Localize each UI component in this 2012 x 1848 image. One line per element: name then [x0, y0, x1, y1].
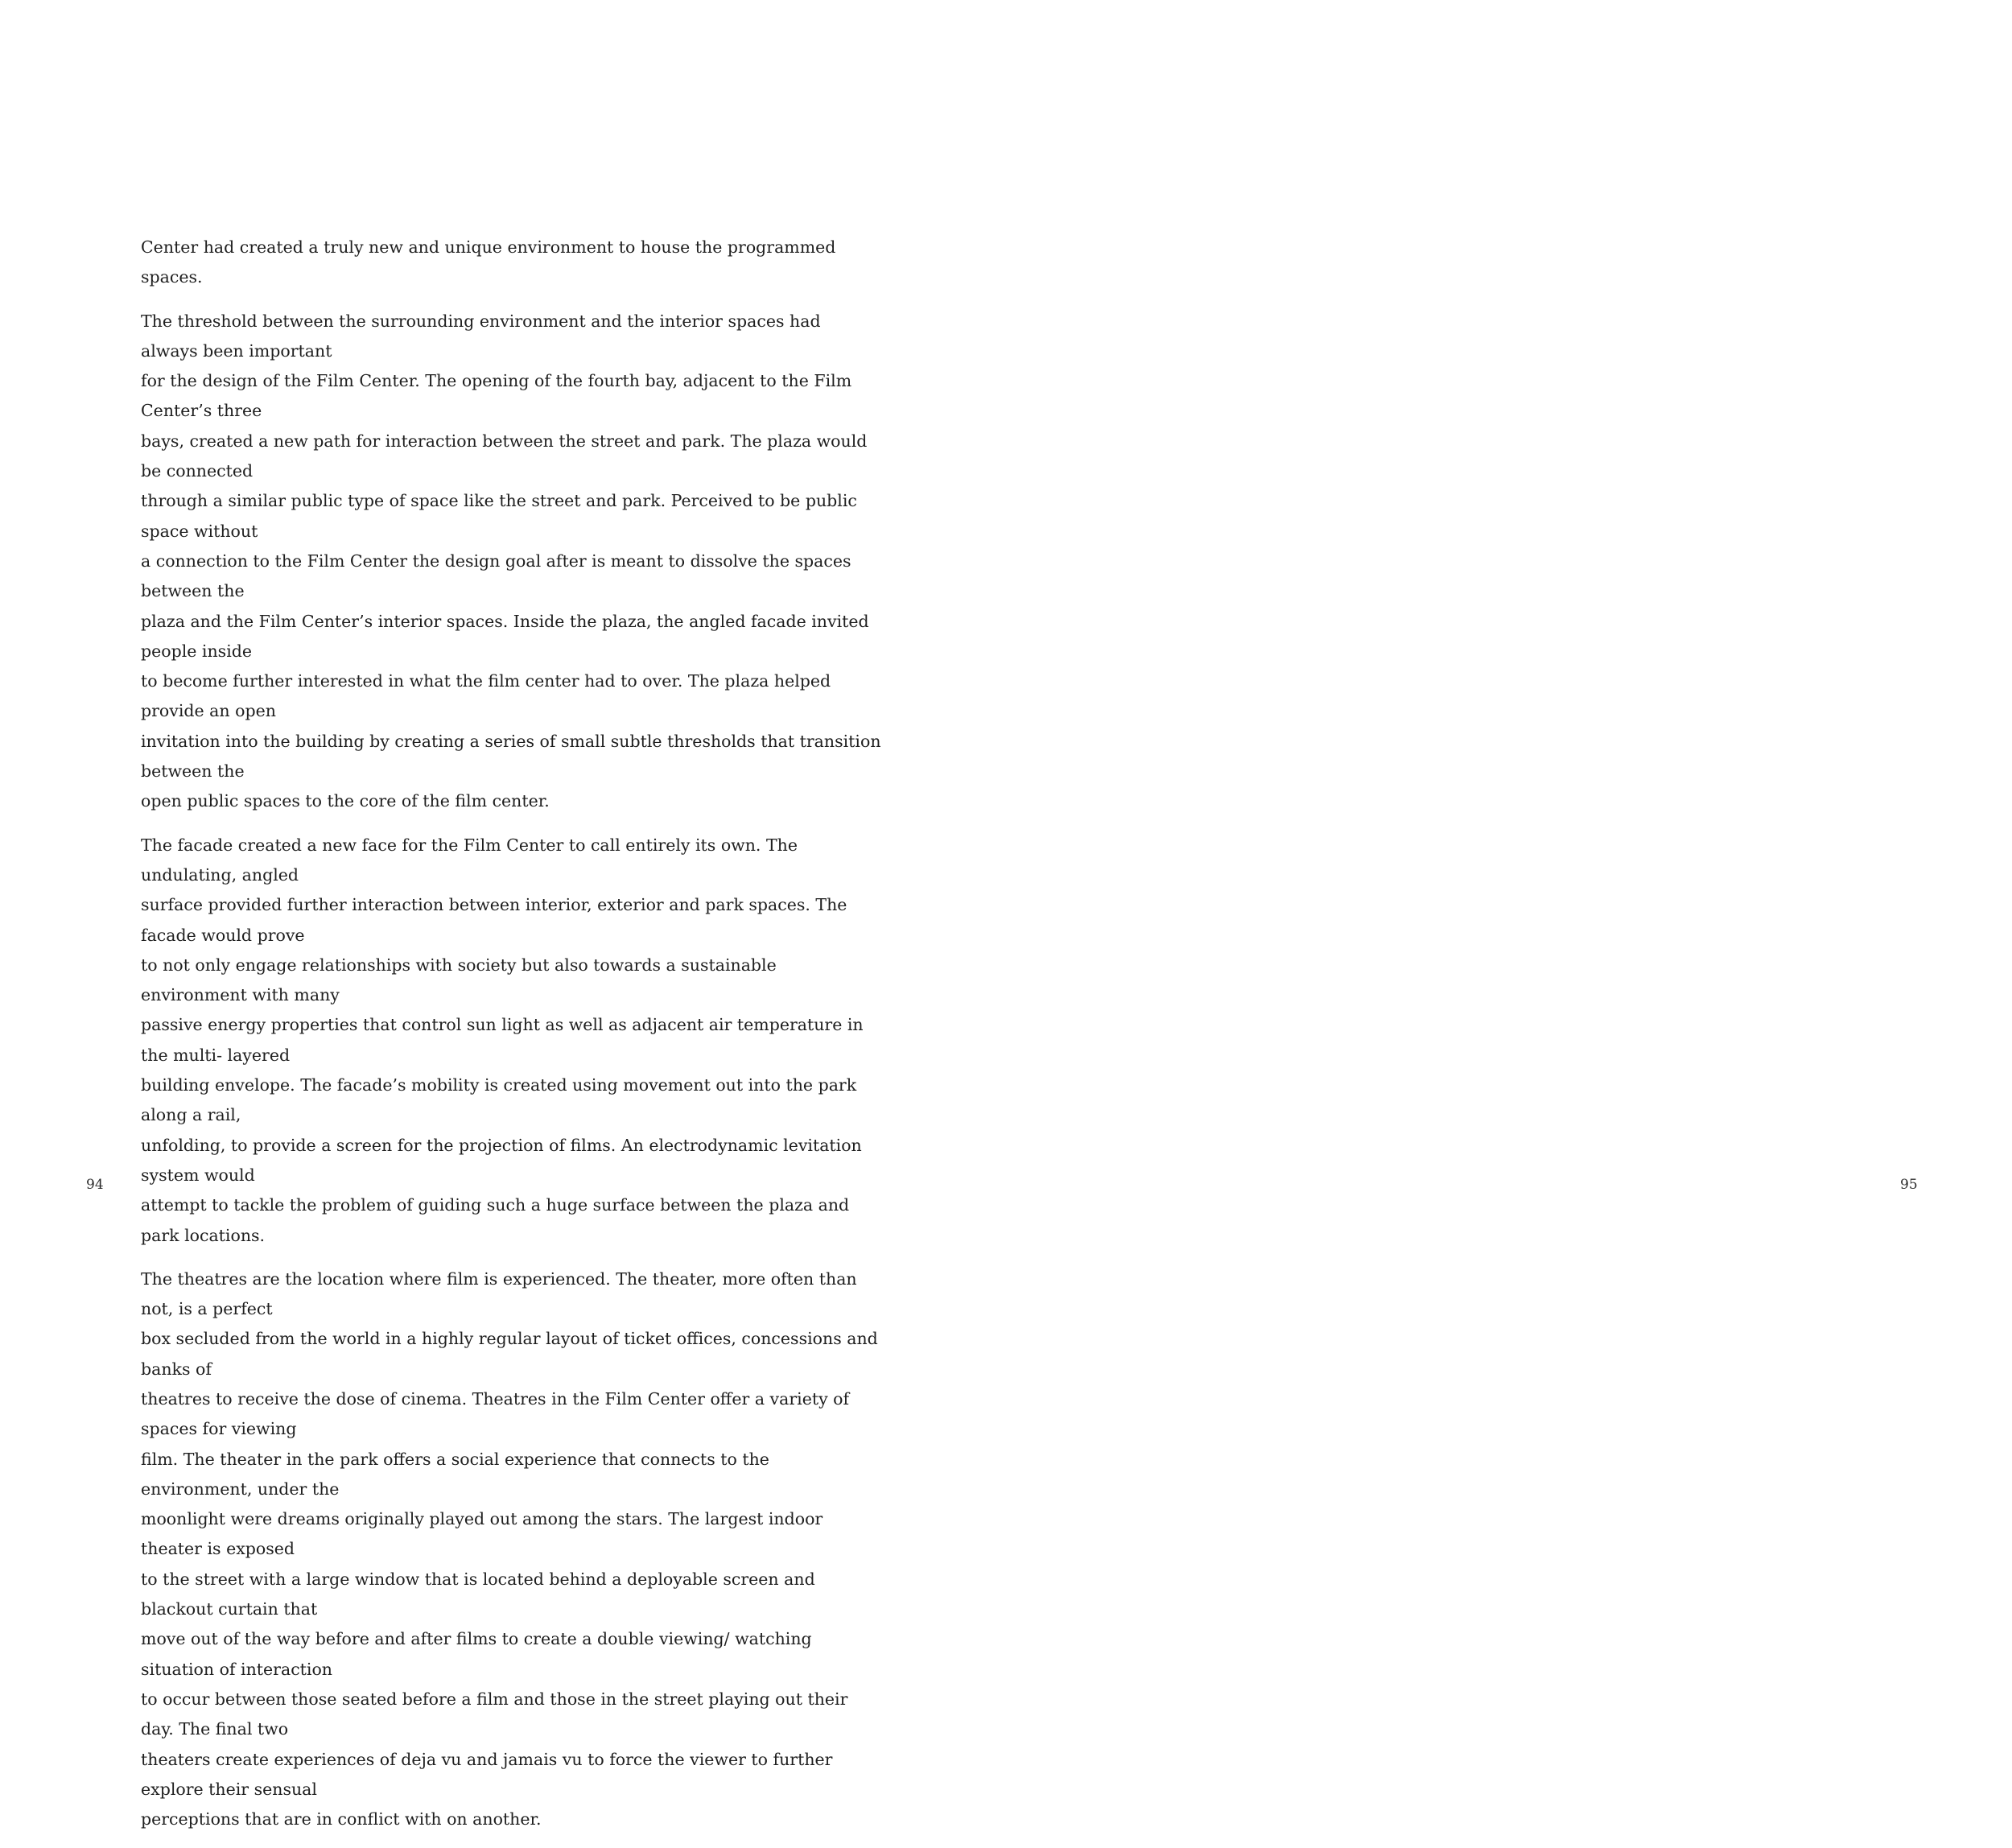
- body-text: [141, 233, 881, 1848]
- paragraph-threshold: The threshold between the surrounding environment and the interior spaces had always been important for the design of the Film Center. The opening of the fourth bay, adjacent to the Film Center’s three bays, created a new path for interaction between the street and park. The plaza would be connected through a similar public type of space like the street and park. Perceived to be public space without a connection to the Film Center the design goal after is meant to dissolve the spaces between the plaza and the Film Center’s interior spaces. Inside the plaza, the angled facade invited people inside to become further interested in what the film center had to over. The plaza helped provide an open invitation into the building by creating a series of small subtle thresholds that transition between the open public spaces to the core of the film center.: [141, 311, 881, 811]
- page-number-left: 94: [86, 1177, 104, 1193]
- page-number-right: 95: [1900, 1177, 1918, 1193]
- left-page: [0, 0, 1006, 1829]
- right-page: [1006, 0, 2012, 1302]
- paragraph-intro: Center had created a truly new and unique environment to house the programmed spaces.: [141, 237, 836, 287]
- paragraph-theatres: The theatres are the location where film is experienced. The theater, more often than not, is a perfect box secluded from the world in a highly regular layout of ticket offices, concessions and banks of theatres to receive the dose of cinema. Theatres in the Film Center offer a variety of spaces for viewing film. The theater in the park offers a social experience that connects to the environment, under the moonlight were dreams originally played out among the stars. The largest indoor theater is exposed to the street with a large window that is located behind a deployable screen and blackout curtain that move out of the way before and after films to create a double viewing/ watching situation of interaction to occur between those seated before a film and those in the street playing out their day. The final two theaters create experiences of deja vu and jamais vu to force the viewer to further explore their sensual perceptions that are in conflict with on another.: [141, 1268, 878, 1829]
- paragraph-facade: The facade created a new face for the Film Center to call entirely its own. The undulating, angled surface provided further interaction between interior, exterior and park spaces. The facade would prove to not only engage relationships with society but also towards a sustainable environment with many passive energy properties that control sun light as well as adjacent air temperature in the multi- layered building envelope. The facade’s mobility is created using movement out into the park along a rail, unfolding, to provide a screen for the projection of films. An electrodynamic levitation system would attempt to tackle the problem of guiding such a huge surface between the plaza and park locations.: [141, 835, 864, 1245]
